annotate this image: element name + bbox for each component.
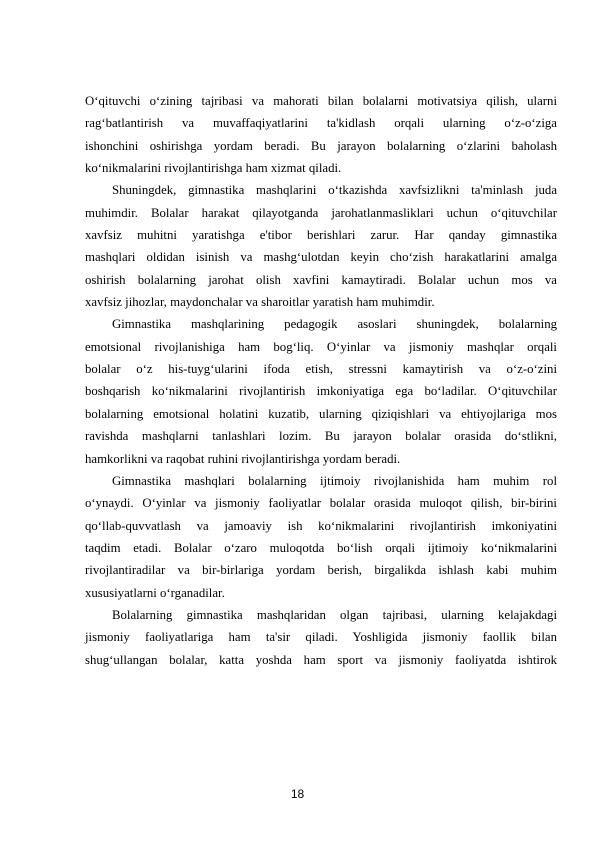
document-body: [85, 90, 557, 671]
paragraph-1: [85, 90, 557, 179]
text-line: Shuningdek, gimnastika mashqlarini o‘tkazishda xavfsizlikni ta'minlash juda: [112, 183, 557, 198]
paragraph-4: [85, 470, 557, 604]
text-line: ravishda mashqlarni tanlashlari lozim. Bu jarayon bolalar orasida do‘stlikni,: [85, 429, 557, 444]
text-line: oshirish bolalarning jarohat olish xavfini kamaytiradi. Bolalar uchun mos va: [85, 272, 557, 287]
text-line: Gimnastika mashqlarining pedagogik asoslari shuningdek, bolalarning: [112, 317, 557, 332]
paragraph-5: [85, 604, 557, 671]
page-number: 18: [290, 787, 305, 801]
text-line: emotsional rivojlanishiga ham bog‘liq. O‘yinlar va jismoniy mashqlar orqali: [85, 339, 557, 354]
text-line: ko‘nikmalarini rivojlantirishga ham xizmat qiladi.: [85, 161, 342, 176]
text-line: bolalarning emotsional holatini kuzatib, ularning qiziqishlari va ehtiyojlariga mos: [85, 406, 557, 421]
text-line: qo‘llab-quvvatlash va jamoaviy ish ko‘nikmalarini rivojlantirish imkoniyatini: [85, 518, 557, 533]
text-line: jismoniy faoliyatlariga ham ta'sir qiladi. Yoshligida jismoniy faollik bilan: [85, 630, 557, 645]
text-line: muhimdir. Bolalar harakat qilayotganda jarohatlanmasliklari uchun o‘qituvchilar: [85, 205, 557, 220]
text-line: O‘qituvchi o‘zining tajribasi va mahorati bilan bolalarni motivatsiya qilish, ularni: [85, 94, 557, 108]
text-line: Gimnastika mashqlari bolalarning ijtimoiy rivojlanishida ham muhim rol: [112, 473, 557, 488]
text-line: bolalar o‘z his-tuyg‘ularini ifoda etish, stressni kamaytirish va o‘z-o‘zini: [85, 362, 557, 377]
text-line: rag‘batlantirish va muvaffaqiyatlarini ta'kidlash orqali ularning o‘z-o‘ziga: [85, 116, 557, 131]
text-line: rivojlantiradilar va bir-birlariga yordam berish, birgalikda ishlash kabi muhim: [85, 563, 557, 578]
text-line: hamkorlikni va raqobat ruhini rivojlantirishga yordam beradi.: [85, 451, 401, 466]
text-line: xavfsiz jihozlar, maydonchalar va sharoitlar yaratish ham muhimdir.: [85, 295, 435, 310]
text-line: xususiyatlarni o‘rganadilar.: [85, 585, 225, 600]
text-line: boshqarish ko‘nikmalarini rivojlantirish imkoniyatiga ega bo‘ladilar. O‘qituvchilar: [85, 384, 557, 399]
text-line: o‘ynaydi. O‘yinlar va jismoniy faoliyatlar bolalar orasida muloqot qilish, bir-birini: [85, 496, 557, 511]
text-line: shug‘ullangan bolalar, katta yoshda ham sport va jismoniy faoliyatda ishtirok: [85, 652, 557, 667]
text-line: taqdim etadi. Bolalar o‘zaro muloqotda bo‘lish orqali ijtimoiy ko‘nikmalarini: [85, 540, 557, 555]
text-line: Bolalarning gimnastika mashqlaridan olgan tajribasi, ularning kelajakdagi: [112, 607, 557, 622]
text-line: ishonchini oshirishga yordam beradi. Bu jarayon bolalarning o‘zlarini baholash: [85, 138, 557, 153]
paragraph-3: [85, 313, 557, 469]
text-line: xavfsiz muhitni yaratishga e'tibor berishlari zarur. Har qanday gimnastika: [85, 228, 557, 243]
text-line: mashqlari oldidan isinish va mashg‘ulotdan keyin cho‘zish harakatlarini amalga: [85, 250, 557, 265]
paragraph-2: [85, 179, 557, 313]
